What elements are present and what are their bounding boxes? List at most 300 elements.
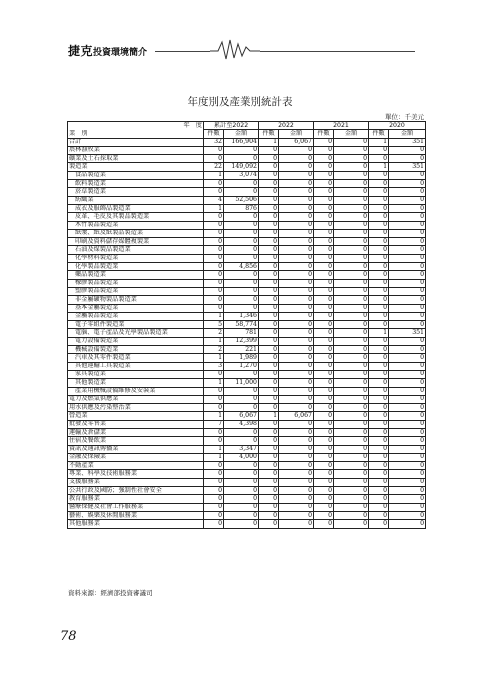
amount-cell: 0 — [334, 246, 369, 254]
amount-cell: 0 — [224, 470, 259, 478]
count-cell: 0 — [204, 511, 224, 519]
count-cell: 0 — [259, 263, 279, 271]
count-cell: 0 — [204, 263, 224, 271]
count-cell: 0 — [314, 395, 334, 403]
amount-cell: 0 — [389, 362, 426, 370]
amount-cell: 0 — [389, 404, 426, 412]
count-cell: 0 — [259, 163, 279, 171]
amount-cell: 0 — [334, 428, 369, 436]
count-cell: 0 — [259, 180, 279, 188]
count-cell: 0 — [314, 487, 334, 495]
amount-cell: 6,067 — [279, 138, 314, 146]
table-row — [68, 354, 426, 362]
industry-name: 紙漿、紙及紙製品製造業 — [68, 229, 204, 237]
amount-cell: 0 — [224, 437, 259, 445]
industry-name: 支援服務業 — [68, 478, 204, 486]
count-cell: 0 — [369, 520, 389, 528]
table-row — [68, 511, 426, 519]
count-cell: 0 — [259, 171, 279, 179]
amount-cell: 0 — [334, 312, 369, 320]
count-cell: 0 — [314, 204, 334, 212]
table-row — [68, 329, 426, 337]
amount-cell: 4,398 — [224, 420, 259, 428]
table-row — [68, 238, 426, 246]
count-cell: 0 — [204, 304, 224, 312]
count-cell: 0 — [314, 387, 334, 395]
table-row — [68, 221, 426, 229]
table-row — [68, 287, 426, 295]
industry-name: 紡織業 — [68, 196, 204, 204]
count-cell: 0 — [369, 155, 389, 163]
amount-cell: 0 — [334, 238, 369, 246]
amount-cell: 0 — [279, 221, 314, 229]
count-cell: 0 — [204, 487, 224, 495]
amount-cell: 0 — [279, 445, 314, 453]
count-cell: 0 — [314, 462, 334, 470]
count-cell: 0 — [314, 180, 334, 188]
industry-name: 皮革、毛皮及其製品製造業 — [68, 213, 204, 221]
amount-cell: 0 — [334, 487, 369, 495]
count-cell: 0 — [314, 412, 334, 420]
amount-cell: 0 — [279, 362, 314, 370]
count-cell: 0 — [369, 229, 389, 237]
count-cell: 0 — [204, 271, 224, 279]
amount-cell: 0 — [224, 180, 259, 188]
sub-header-amount: 金額 — [224, 130, 259, 138]
count-cell: 0 — [314, 238, 334, 246]
count-cell: 1 — [369, 138, 389, 146]
amount-cell: 0 — [389, 287, 426, 295]
count-cell: 0 — [314, 520, 334, 528]
amount-cell: 0 — [334, 263, 369, 271]
table-row — [68, 404, 426, 412]
amount-cell: 0 — [389, 370, 426, 378]
industry-name: 用水供應及污染整治業 — [68, 404, 204, 412]
amount-cell: 0 — [224, 520, 259, 528]
amount-cell: 166,904 — [224, 138, 259, 146]
amount-cell: 0 — [279, 287, 314, 295]
amount-cell: 0 — [279, 204, 314, 212]
count-cell: 0 — [204, 279, 224, 287]
count-cell: 0 — [369, 487, 389, 495]
count-cell: 0 — [204, 370, 224, 378]
count-cell: 0 — [369, 180, 389, 188]
amount-cell: 0 — [279, 346, 314, 354]
industry-name: 化學製品製造業 — [68, 263, 204, 271]
count-cell: 0 — [369, 196, 389, 204]
amount-cell: 4,000 — [224, 453, 259, 461]
industry-name: 教育服務業 — [68, 495, 204, 503]
amount-cell: 0 — [224, 221, 259, 229]
industry-name: 公共行政及國防；強制性社會安全 — [68, 487, 204, 495]
count-cell: 0 — [314, 146, 334, 154]
count-cell: 0 — [259, 188, 279, 196]
count-cell: 0 — [369, 146, 389, 154]
table-row — [68, 462, 426, 470]
count-cell: 0 — [204, 254, 224, 262]
count-cell: 0 — [204, 146, 224, 154]
amount-cell: 0 — [279, 279, 314, 287]
amount-cell: 0 — [279, 180, 314, 188]
amount-cell: 0 — [389, 511, 426, 519]
amount-cell: 0 — [389, 155, 426, 163]
count-cell: 0 — [314, 138, 334, 146]
count-cell: 0 — [259, 487, 279, 495]
amount-cell: 0 — [279, 470, 314, 478]
count-cell: 0 — [314, 470, 334, 478]
amount-cell: 4,856 — [224, 263, 259, 271]
amount-cell: 0 — [279, 271, 314, 279]
amount-cell: 0 — [334, 503, 369, 511]
amount-cell: 0 — [224, 462, 259, 470]
sub-header-count: 件數 — [314, 130, 334, 138]
table-row — [68, 370, 426, 378]
count-cell: 0 — [259, 387, 279, 395]
count-cell: 0 — [204, 296, 224, 304]
amount-cell: 0 — [389, 428, 426, 436]
count-cell: 0 — [204, 470, 224, 478]
industry-name: 木竹製品製造業 — [68, 221, 204, 229]
count-cell: 2 — [204, 346, 224, 354]
count-cell: 0 — [204, 188, 224, 196]
count-cell: 0 — [369, 263, 389, 271]
table-row — [68, 412, 426, 420]
corner-top-label: 年 度 — [183, 121, 202, 129]
industry-name: 電力設備製造業 — [68, 337, 204, 345]
count-cell: 0 — [259, 221, 279, 229]
amount-cell: 0 — [224, 146, 259, 154]
amount-cell: 0 — [279, 478, 314, 486]
amount-cell: 0 — [334, 379, 369, 387]
amount-cell: 0 — [334, 478, 369, 486]
amount-cell: 0 — [279, 321, 314, 329]
amount-cell: 0 — [389, 180, 426, 188]
amount-cell: 0 — [334, 412, 369, 420]
industry-name: 其他運輸工具製造業 — [68, 362, 204, 370]
table-row — [68, 321, 426, 329]
amount-cell: 1,270 — [224, 362, 259, 370]
count-cell: 0 — [204, 462, 224, 470]
amount-cell: 0 — [224, 478, 259, 486]
count-cell: 0 — [259, 511, 279, 519]
count-cell: 0 — [259, 271, 279, 279]
count-cell: 0 — [314, 221, 334, 229]
count-cell: 0 — [369, 296, 389, 304]
amount-cell: 0 — [389, 188, 426, 196]
count-cell: 0 — [314, 511, 334, 519]
amount-cell: 0 — [334, 188, 369, 196]
count-cell: 0 — [259, 254, 279, 262]
count-cell: 0 — [369, 470, 389, 478]
table-row — [68, 487, 426, 495]
count-cell: 0 — [369, 387, 389, 395]
amount-cell: 0 — [389, 395, 426, 403]
amount-cell: 0 — [389, 246, 426, 254]
count-cell: 0 — [204, 395, 224, 403]
amount-cell: 0 — [389, 254, 426, 262]
header-row-years — [68, 122, 426, 130]
count-cell: 0 — [314, 354, 334, 362]
count-cell: 0 — [314, 478, 334, 486]
amount-cell: 3,074 — [224, 171, 259, 179]
count-cell: 0 — [369, 511, 389, 519]
count-cell: 0 — [204, 221, 224, 229]
industry-name: 電力及燃氣供應業 — [68, 395, 204, 403]
amount-cell: 0 — [334, 146, 369, 154]
table-row — [68, 478, 426, 486]
brand-main: 捷克 — [68, 44, 94, 58]
industry-name: 石油及煤製品製造業 — [68, 246, 204, 254]
industry-name: 化學材料製造業 — [68, 254, 204, 262]
count-cell: 0 — [314, 420, 334, 428]
count-cell: 1 — [204, 171, 224, 179]
count-cell: 0 — [369, 188, 389, 196]
count-cell: 0 — [314, 445, 334, 453]
table-row — [68, 263, 426, 271]
count-cell: 0 — [204, 387, 224, 395]
count-cell: 0 — [314, 428, 334, 436]
amount-cell: 0 — [334, 495, 369, 503]
amount-cell: 0 — [389, 238, 426, 246]
count-cell: 1 — [204, 312, 224, 320]
count-cell: 0 — [204, 238, 224, 246]
amount-cell: 52,506 — [224, 196, 259, 204]
count-cell: 0 — [314, 229, 334, 237]
amount-cell: 0 — [279, 379, 314, 387]
amount-cell: 0 — [279, 213, 314, 221]
count-cell: 0 — [314, 437, 334, 445]
amount-cell: 0 — [224, 238, 259, 246]
amount-cell: 0 — [334, 213, 369, 221]
count-cell: 0 — [314, 312, 334, 320]
count-cell: 0 — [204, 437, 224, 445]
sub-header-count: 件數 — [369, 130, 389, 138]
amount-cell: 0 — [279, 503, 314, 511]
count-cell: 0 — [204, 180, 224, 188]
count-cell: 0 — [314, 362, 334, 370]
count-cell: 0 — [314, 196, 334, 204]
amount-cell: 0 — [334, 221, 369, 229]
table-row — [68, 495, 426, 503]
count-cell: 0 — [314, 503, 334, 511]
table-row — [68, 428, 426, 436]
table-row — [68, 155, 426, 163]
amount-cell: 0 — [279, 304, 314, 312]
amount-cell: 0 — [334, 279, 369, 287]
count-cell: 0 — [259, 470, 279, 478]
header-rule — [155, 51, 415, 52]
count-cell: 0 — [314, 287, 334, 295]
amount-cell: 0 — [224, 404, 259, 412]
count-cell: 0 — [369, 221, 389, 229]
amount-cell: 351 — [389, 163, 426, 171]
amount-cell: 6,067 — [224, 412, 259, 420]
amount-cell: 0 — [334, 404, 369, 412]
industry-name: 橡膠製品製造業 — [68, 279, 204, 287]
table-row — [68, 346, 426, 354]
amount-cell: 0 — [389, 503, 426, 511]
count-cell: 0 — [369, 287, 389, 295]
count-cell: 0 — [259, 362, 279, 370]
amount-cell: 0 — [334, 155, 369, 163]
industry-name: 資訊及通訊傳播業 — [68, 445, 204, 453]
count-cell: 0 — [259, 213, 279, 221]
amount-cell: 0 — [334, 196, 369, 204]
count-cell: 0 — [259, 379, 279, 387]
amount-cell: 0 — [334, 329, 369, 337]
count-cell: 0 — [259, 312, 279, 320]
amount-cell: 0 — [389, 346, 426, 354]
amount-cell: 0 — [224, 495, 259, 503]
amount-cell: 0 — [334, 511, 369, 519]
amount-cell: 0 — [279, 395, 314, 403]
industry-name: 塑膠製品製造業 — [68, 287, 204, 295]
amount-cell: 0 — [279, 296, 314, 304]
count-cell: 0 — [369, 246, 389, 254]
count-cell: 0 — [204, 404, 224, 412]
amount-cell: 0 — [389, 271, 426, 279]
count-cell: 0 — [204, 213, 224, 221]
amount-cell: 0 — [389, 221, 426, 229]
count-cell: 0 — [314, 346, 334, 354]
amount-cell: 0 — [334, 321, 369, 329]
amount-cell: 0 — [279, 312, 314, 320]
count-cell: 0 — [369, 354, 389, 362]
count-cell: 0 — [369, 321, 389, 329]
amount-cell: 0 — [279, 196, 314, 204]
table-row — [68, 229, 426, 237]
amount-cell: 0 — [224, 155, 259, 163]
industry-name: 飲料製造業 — [68, 180, 204, 188]
count-cell: 1 — [204, 379, 224, 387]
amount-cell: 1,989 — [224, 354, 259, 362]
amount-cell: 149,092 — [224, 163, 259, 171]
count-cell: 0 — [369, 503, 389, 511]
amount-cell: 0 — [279, 387, 314, 395]
count-cell: 0 — [314, 155, 334, 163]
industry-name: 住宿及餐飲業 — [68, 437, 204, 445]
amount-cell: 221 — [224, 346, 259, 354]
count-cell: 1 — [369, 163, 389, 171]
count-cell: 0 — [259, 146, 279, 154]
count-cell: 0 — [204, 287, 224, 295]
count-cell: 4 — [204, 196, 224, 204]
table-row — [68, 437, 426, 445]
industry-name: 醫療保健及社會工作服務業 — [68, 503, 204, 511]
amount-cell: 0 — [279, 404, 314, 412]
count-cell: 1 — [259, 138, 279, 146]
count-cell: 0 — [369, 279, 389, 287]
count-cell: 0 — [204, 155, 224, 163]
amount-cell: 0 — [224, 387, 259, 395]
amount-cell: 0 — [389, 387, 426, 395]
amount-cell: 0 — [334, 395, 369, 403]
amount-cell: 0 — [334, 229, 369, 237]
amount-cell: 0 — [389, 470, 426, 478]
industry-name: 藝術、娛樂及休閒服務業 — [68, 511, 204, 519]
count-cell: 0 — [369, 254, 389, 262]
count-cell: 1 — [204, 412, 224, 420]
year-header-2022: 2022 — [259, 122, 314, 130]
industry-name: 其他製造業 — [68, 379, 204, 387]
industry-name: 金屬製品製造業 — [68, 312, 204, 320]
amount-cell: 0 — [389, 196, 426, 204]
table-row — [68, 171, 426, 179]
count-cell: 0 — [369, 379, 389, 387]
amount-cell: 0 — [279, 163, 314, 171]
count-cell: 0 — [259, 478, 279, 486]
amount-cell: 0 — [389, 487, 426, 495]
count-cell: 0 — [314, 254, 334, 262]
amount-cell: 0 — [224, 487, 259, 495]
table-row — [68, 520, 426, 528]
amount-cell: 0 — [334, 204, 369, 212]
industry-name: 產業用機械設備維修及安裝業 — [68, 387, 204, 395]
industry-name: 運輸及倉儲業 — [68, 428, 204, 436]
count-cell: 0 — [369, 362, 389, 370]
table-row — [68, 271, 426, 279]
amount-cell: 0 — [224, 229, 259, 237]
industry-name: 礦業及土石採取業 — [68, 155, 204, 163]
page-number: 78 — [60, 629, 77, 644]
industry-name: 農林漁牧業 — [68, 146, 204, 154]
amount-cell: 0 — [389, 420, 426, 428]
amount-cell: 0 — [279, 171, 314, 179]
count-cell: 0 — [369, 238, 389, 246]
amount-cell: 0 — [334, 287, 369, 295]
amount-cell: 0 — [224, 304, 259, 312]
count-cell: 0 — [314, 296, 334, 304]
count-cell: 0 — [259, 287, 279, 295]
count-cell: 0 — [259, 279, 279, 287]
count-cell: 2 — [204, 329, 224, 337]
industry-name: 專業、科學及技術服務業 — [68, 470, 204, 478]
amount-cell: 0 — [279, 354, 314, 362]
industry-name: 批發及零售業 — [68, 420, 204, 428]
amount-cell: 0 — [334, 354, 369, 362]
count-cell: 0 — [369, 462, 389, 470]
amount-cell: 0 — [389, 312, 426, 320]
amount-cell: 0 — [279, 370, 314, 378]
unit-label: 單位：千美元 — [385, 113, 424, 121]
count-cell: 0 — [369, 445, 389, 453]
count-cell: 1 — [204, 337, 224, 345]
table-row — [68, 196, 426, 204]
count-cell: 0 — [259, 453, 279, 461]
table-row — [68, 395, 426, 403]
amount-cell: 0 — [224, 271, 259, 279]
count-cell: 0 — [314, 379, 334, 387]
corner-cell-top — [68, 122, 204, 130]
industry-name: 家具製造業 — [68, 370, 204, 378]
amount-cell: 0 — [389, 304, 426, 312]
statistics-table — [67, 121, 426, 529]
amount-cell: 0 — [389, 213, 426, 221]
amount-cell: 0 — [389, 354, 426, 362]
count-cell: 0 — [204, 495, 224, 503]
amount-cell: 0 — [279, 229, 314, 237]
count-cell: 0 — [259, 238, 279, 246]
amount-cell: 0 — [279, 263, 314, 271]
count-cell: 0 — [259, 304, 279, 312]
count-cell: 0 — [314, 453, 334, 461]
amount-cell: 58,774 — [224, 321, 259, 329]
amount-cell: 876 — [224, 204, 259, 212]
count-cell: 0 — [369, 428, 389, 436]
table-body — [68, 138, 426, 528]
amount-cell: 0 — [279, 246, 314, 254]
amount-cell: 0 — [279, 520, 314, 528]
